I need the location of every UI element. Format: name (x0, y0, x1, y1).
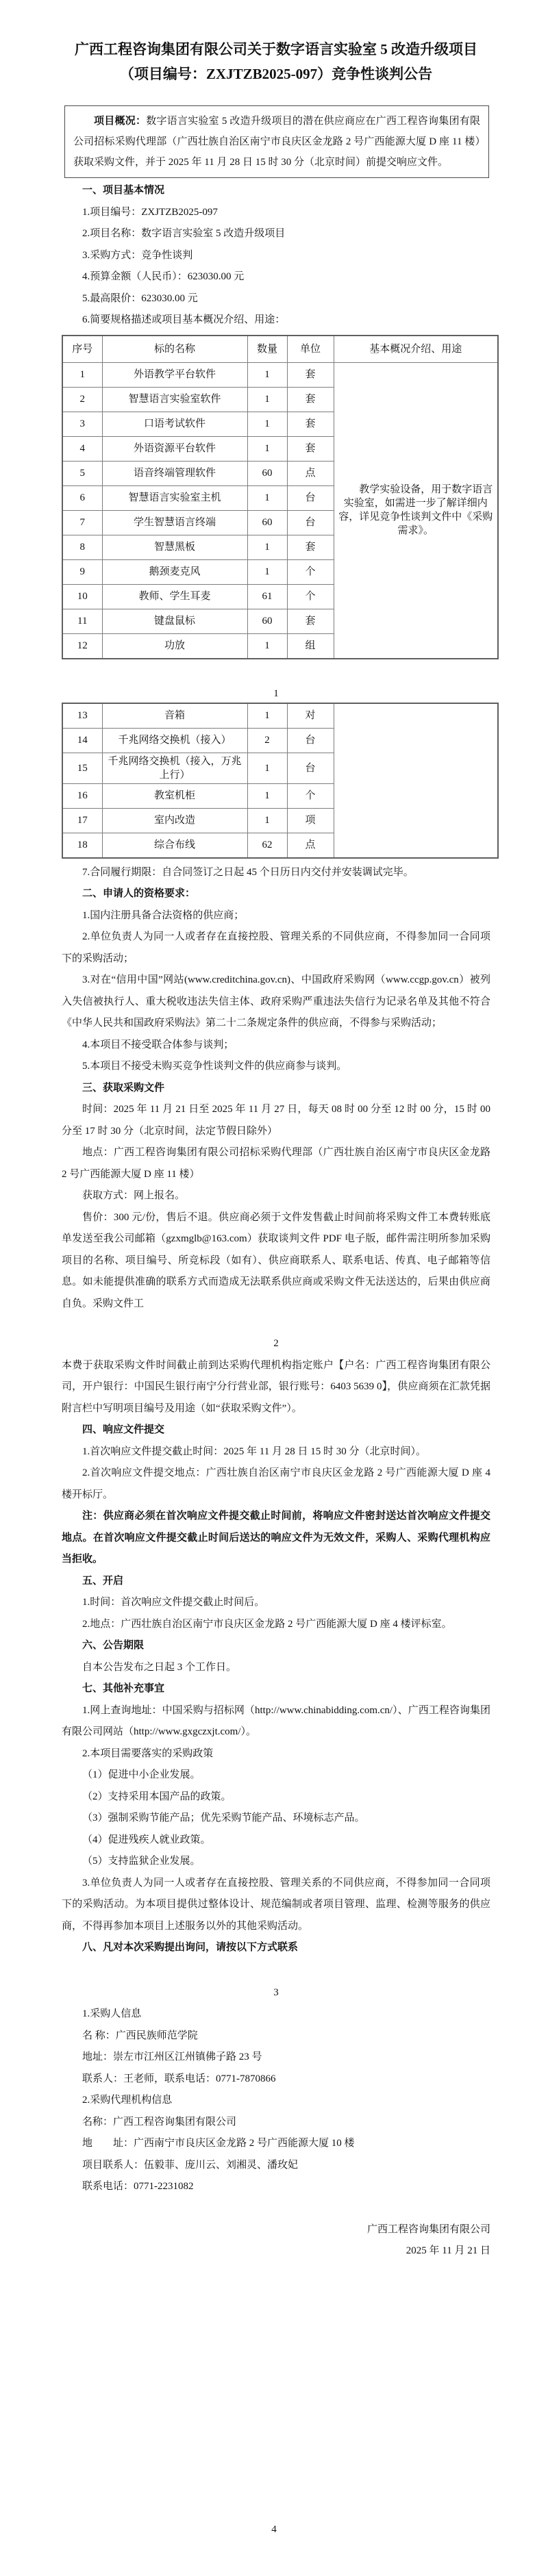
title-line-1: 广西工程咨询集团有限公司关于数字语言实验室 5 改造升级项目 (75, 41, 477, 58)
cell-no: 15 (62, 753, 102, 783)
paragraph: 注：供应商必须在首次响应文件提交截止时间前，将响应文件密封送达首次响应文件提交地点。在首次响应文件提交截止时间后送达的响应文件为无效文件，采购人、采购代理机构应当拒收。 (62, 1511, 490, 1565)
section-heading: 五、开启 (82, 1575, 124, 1587)
paragraph: 3.单位负责人为同一人或者存在直接控股、管理关系的不同供应商，不得参加同一合同项下的采购活动。为本项目提供过整体设计、规范编制或者项目管理、监理、检测等服务的供应商，不得再参加本项目上述服务以外的其他采购活动。 (62, 1877, 490, 1932)
cell-qty: 60 (247, 609, 287, 633)
paragraph: 2.本项目需要落实的采购政策 (82, 1747, 214, 1759)
cell-unit: 套 (287, 535, 334, 559)
document-body (62, 862, 490, 2262)
cell-no: 13 (62, 703, 102, 729)
overview-box (64, 105, 489, 178)
table-row (62, 362, 498, 387)
paragraph: 1.首次响应文件提交截止时间：2025 年 11 月 28 日 15 时 30 分（北京时间）。 (82, 1445, 426, 1457)
cell-no: 11 (62, 609, 102, 633)
cell-unit: 台 (287, 510, 334, 535)
cell-name: 教师、学生耳麦 (102, 584, 247, 609)
cell-qty: 1 (247, 703, 287, 729)
paragraph: 5.最高限价：623030.00 元 (82, 292, 198, 304)
col-header-name: 标的名称 (102, 336, 247, 363)
paragraph: 2.采购代理机构信息 (82, 2095, 173, 2106)
cell-name: 音箱 (102, 703, 247, 729)
cell-name: 智慧黑板 (102, 535, 247, 559)
cell-unit: 套 (287, 412, 334, 436)
overview-usage-note-empty (334, 703, 498, 858)
paragraph: 1.项目编号：ZXJTZB2025-097 (82, 206, 218, 218)
cell-name: 外语教学平台软件 (102, 362, 247, 387)
cell-qty: 62 (247, 833, 287, 858)
section-heading: 六、公告期限 (82, 1640, 145, 1651)
cell-no: 6 (62, 485, 102, 510)
cell-no: 10 (62, 584, 102, 609)
cell-name: 口语考试软件 (102, 412, 247, 436)
cell-no: 2 (62, 387, 102, 412)
cell-qty: 1 (247, 436, 287, 461)
section-heading: 一、项目基本情况 (82, 185, 165, 196)
overview-paragraph (73, 111, 480, 173)
paragraph: （2）支持采用本国产品的政策。 (82, 1791, 232, 1802)
col-header-no: 序号 (62, 336, 102, 363)
cell-qty: 1 (247, 753, 287, 783)
page-number-4: 4 (271, 2524, 277, 2535)
paragraph: 3.采购方式：竞争性谈判 (82, 249, 193, 261)
cell-qty: 1 (247, 362, 287, 387)
paragraph: 2.单位负责人为同一人或者存在直接控股、管理关系的不同供应商，不得参加同一合同项下的采购活动； (62, 931, 490, 964)
overview-usage-note: 教学实验设备，用于数字语言实验室，如需进一步了解详细内容，详见竞争性谈判文件中《采购需求》。 (334, 362, 498, 659)
cell-unit: 台 (287, 728, 334, 753)
cell-unit: 套 (287, 387, 334, 412)
cell-qty: 1 (247, 412, 287, 436)
overview-text: 数字语言实验室 5 改造升级项目的潜在供应商应在广西工程咨询集团有限公司招标采购代理部（广西壮族自治区南宁市良庆区金龙路 2 号广西能源大厦 D 座 11 楼）获取采购文件，并于 2025 年 11 月 28 日 15 时 30 分（北京时间）前提交响应文件。 (73, 116, 480, 168)
paragraph: 地点：广西工程咨询集团有限公司招标采购代理部（广西壮族自治区南宁市良庆区金龙路 2 号广西能源大厦 D 座 11 楼） (62, 1147, 490, 1180)
paragraph: 联系电话：0771-2231082 (82, 2181, 194, 2192)
paragraph: 项目联系人：伍毅菲、庞川云、刘湘灵、潘玫妃 (82, 2159, 299, 2171)
paragraph: 联系人：王老师，联系电话：0771-7870866 (82, 2073, 276, 2084)
page-number: 2 (273, 1338, 279, 1349)
spec-table-2 (62, 703, 499, 859)
cell-no: 16 (62, 783, 102, 808)
cell-name: 千兆网络交换机（接入，万兆上行） (102, 753, 247, 783)
cell-qty: 61 (247, 584, 287, 609)
cell-unit: 组 (287, 633, 334, 659)
col-header-desc: 基本概况介绍、用途 (334, 336, 498, 363)
cell-qty: 1 (247, 808, 287, 833)
cell-qty: 1 (247, 633, 287, 659)
paragraph: 名 称：广西民族师范学院 (82, 2030, 198, 2041)
paragraph: 7.合同履行期限：自合同签订之日起 45 个日历日内交付并安装调试完毕。 (82, 866, 414, 878)
cell-unit: 台 (287, 753, 334, 783)
paragraph: 时间：2025 年 11 月 21 日至 2025 年 11 月 27 日，每天 08 时 00 分至 12 时 00 分，15 时 00 分至 17 时 30 分（北京时间，法定节假日除外） (62, 1104, 490, 1137)
table-row (62, 703, 498, 729)
cell-name: 功放 (102, 633, 247, 659)
paragraph: 1.网上查询地址：中国采购与招标网（http://www.chinabidding.com.cn/）、广西工程咨询集团有限公司网站（http://www.gxgczxjt.com/）。 (62, 1704, 490, 1737)
title-line-2: （项目编号：ZXJTZB2025-097）竞争性谈判公告 (119, 66, 433, 82)
document-title (62, 37, 490, 86)
cell-qty: 60 (247, 461, 287, 485)
cell-qty: 1 (247, 387, 287, 412)
paragraph: 4.本项目不接受联合体参与谈判； (82, 1039, 234, 1050)
section-heading: 八、凡对本次采购提出询问，请按以下方式联系 (82, 1942, 299, 1953)
paragraph: 广西工程咨询集团有限公司 (366, 2223, 490, 2235)
cell-unit: 点 (287, 833, 334, 858)
cell-unit: 项 (287, 808, 334, 833)
cell-no: 5 (62, 461, 102, 485)
paragraph: 2.地点：广西壮族自治区南宁市良庆区金龙路 2 号广西能源大厦 D 座 4 楼评标室。 (82, 1618, 452, 1630)
section-heading: 七、其他补充事宜 (82, 1683, 165, 1694)
cell-name: 千兆网络交换机（接入） (102, 728, 247, 753)
paragraph: 2025 年 11 月 21 日 (406, 2245, 490, 2256)
cell-unit: 对 (287, 703, 334, 729)
paragraph: （3）强制采购节能产品；优先采购节能产品、环境标志产品。 (82, 1813, 365, 1823)
cell-name: 语音终端管理软件 (102, 461, 247, 485)
paragraph: 自本公告发布之日起 3 个工作日。 (82, 1661, 237, 1673)
paragraph: 售价：300 元/份，售后不退。供应商必须于文件发售截止时间前将采购文件工本费转账底单发送至我公司邮箱（gzxmglb@163.com）获取谈判文件 PDF 电子版，邮件需注明所参加采购项目的名称、项目编号、所竞标段（如有）、供应商联系人、联系电话、传真、电子邮箱等信息。如未能提供准确的联系方式而造成无法联系供应商或采购文件无法送达的，后果由供应商自负。采购文件工 (62, 1211, 490, 1309)
paragraph: （1）促进中小企业发展。 (82, 1769, 201, 1780)
cell-no: 4 (62, 436, 102, 461)
cell-no: 8 (62, 535, 102, 559)
spec-table-header-row (62, 336, 498, 363)
cell-no: 17 (62, 808, 102, 833)
cell-unit: 台 (287, 485, 334, 510)
cell-name: 教室机柜 (102, 783, 247, 808)
cell-no: 18 (62, 833, 102, 858)
paragraph: 2.首次响应文件提交地点：广西壮族自治区南宁市良庆区金龙路 2 号广西能源大厦 D 座 4 楼开标厅。 (62, 1467, 490, 1500)
section-heading: 四、响应文件提交 (82, 1424, 165, 1435)
cell-unit: 套 (287, 362, 334, 387)
cell-unit: 套 (287, 436, 334, 461)
cell-name: 室内改造 (102, 808, 247, 833)
cell-unit: 套 (287, 609, 334, 633)
col-header-unit: 单位 (287, 336, 334, 363)
cell-qty: 1 (247, 783, 287, 808)
cell-name: 学生智慧语言终端 (102, 510, 247, 535)
section-heading: 二、申请人的资格要求： (82, 888, 196, 899)
cell-no: 9 (62, 559, 102, 584)
col-header-qty: 数量 (247, 336, 287, 363)
cell-qty: 2 (247, 728, 287, 753)
cell-no: 3 (62, 412, 102, 436)
spec-table-1 (62, 335, 499, 659)
section-heading: 三、获取采购文件 (82, 1082, 165, 1094)
paragraph: 2.项目名称：数字语言实验室 5 改造升级项目 (82, 228, 286, 239)
cell-no: 1 (62, 362, 102, 387)
cell-name: 外语资源平台软件 (102, 436, 247, 461)
paragraph: 1.国内注册具备合法资格的供应商； (82, 909, 245, 921)
cell-name: 智慧语言实验室主机 (102, 485, 247, 510)
cell-qty: 1 (247, 485, 287, 510)
page-number: 3 (273, 1986, 279, 1998)
section-project-basics (62, 180, 490, 331)
paragraph: 本费于获取采购文件时间截止前到达采购代理机构指定账户【户名：广西工程咨询集团有限公司，开户银行：中国民生银行南宁分行营业部，银行账号：6403 5639 0】，供应商须在汇款凭据附言栏中写明项目编号及用途（如“获取采购文件”）。 (62, 1359, 490, 1414)
paragraph: 获取方式：网上报名。 (82, 1190, 186, 1201)
paragraph: （5）支持监狱企业发展。 (82, 1856, 201, 1867)
cell-name: 鹅颈麦克风 (102, 559, 247, 584)
paragraph: 4.预算金额（人民币）：623030.00 元 (82, 271, 245, 282)
cell-unit: 个 (287, 559, 334, 584)
cell-unit: 个 (287, 783, 334, 808)
cell-no: 14 (62, 728, 102, 753)
paragraph: 地 址：广西南宁市良庆区金龙路 2 号广西能源大厦 10 楼 (82, 2138, 355, 2149)
cell-no: 12 (62, 633, 102, 659)
cell-name: 智慧语言实验室软件 (102, 387, 247, 412)
paragraph: 6.简要规格描述或项目基本概况介绍、用途： (82, 314, 286, 325)
paragraph: （4）促进残疾人就业政策。 (82, 1834, 211, 1845)
cell-no: 7 (62, 510, 102, 535)
paragraph: 3.对在“信用中国”网站(www.creditchina.gov.cn)、中国政府采购网（www.ccgp.gov.cn）被列入失信被执行人、重大税收违法失信主体、政府采购严重违法失信行为记录名单及其他不符合《中华人民共和国政府采购法》第二十二条规定条件的供应商，不得参与采购活动； (62, 974, 490, 1028)
cell-name: 综合布线 (102, 833, 247, 858)
cell-unit: 个 (287, 584, 334, 609)
paragraph: 名称：广西工程咨询集团有限公司 (82, 2116, 237, 2127)
cell-qty: 1 (247, 559, 287, 584)
cell-unit: 点 (287, 461, 334, 485)
paragraph: 1.时间：首次响应文件提交截止时间后。 (82, 1597, 265, 1608)
paragraph: 地址：崇左市江州区江州镇佛子路 23 号 (82, 2051, 262, 2062)
overview-label: 项目概况： (94, 116, 147, 127)
cell-qty: 60 (247, 510, 287, 535)
cell-qty: 1 (247, 535, 287, 559)
cell-name: 键盘鼠标 (102, 609, 247, 633)
paragraph: 5.本项目不接受未购买竞争性谈判文件的供应商参与谈判。 (82, 1061, 347, 1072)
paragraph: 1.采购人信息 (82, 2008, 142, 2019)
page-number-1: 1 (273, 687, 279, 699)
